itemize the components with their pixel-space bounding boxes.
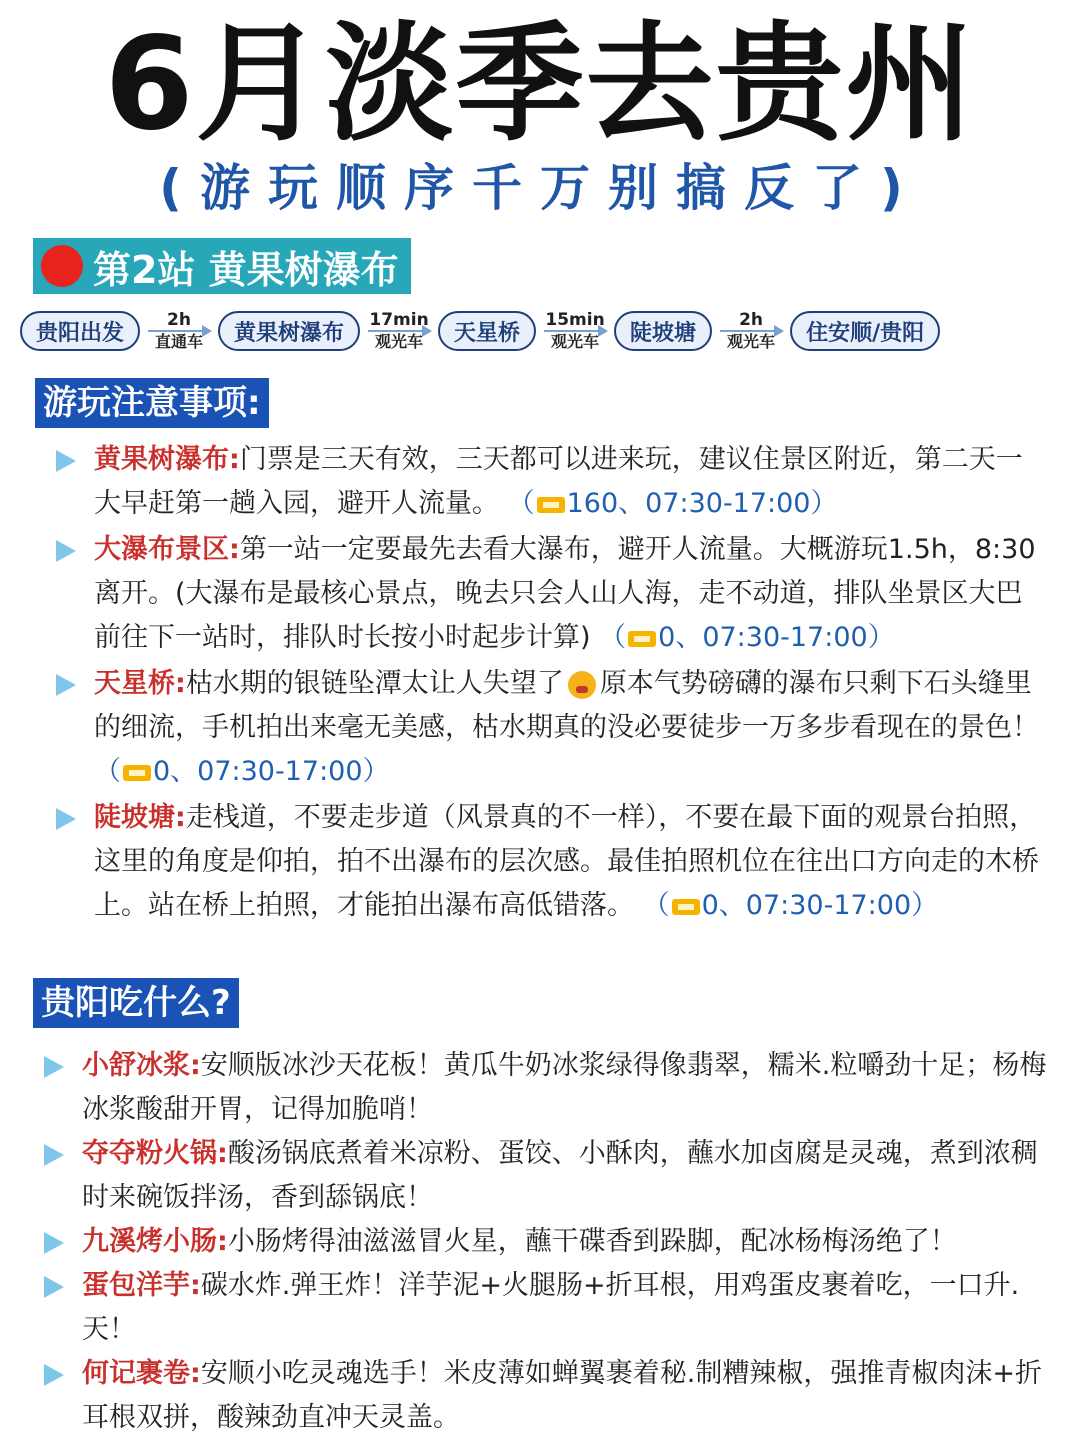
item-info: （ 160、07:30-17:00） (507, 488, 838, 519)
item-name: 大瀑布景区: (94, 534, 240, 565)
page-title: 6月淡季去贵州 (104, 10, 976, 159)
item-text: 酸汤锅底煮着米凉粉、蛋饺、小酥肉，蘸水加卤腐是灵魂，煮到浓稠时来碗饭拌汤，香到舔锅底！ (82, 1138, 1038, 1213)
list-item (0, 1352, 1080, 1440)
list-item (0, 528, 1080, 660)
triangle-bullet-icon (56, 808, 76, 830)
item-info: （ 0、07:30-17:00） (642, 890, 939, 921)
item-text: 门票是三天有效，三天都可以进来玩，建议住景区附近，第二天一大早赶第一趟入园，避开人流量。 (94, 444, 1023, 519)
triangle-bullet-icon (56, 540, 76, 562)
item-name: 蛋包洋芋: (82, 1270, 201, 1301)
item-text: 枯水期的银链坠潭太让人失望了 (185, 668, 564, 699)
ticket-info: 0、07:30-17:00 (701, 890, 912, 921)
food-heading: 贵阳吃什么? (33, 978, 239, 1028)
ticket-icon (672, 899, 700, 915)
route-stop-3: 天星桥 (438, 311, 536, 351)
notes-heading: 游玩注意事项: (35, 378, 269, 428)
route-stop-4: 陡坡塘 (614, 311, 712, 351)
item-text: 碳水炸.弹王炸！洋芋泥+火腿肠+折耳根，用鸡蛋皮裹着吃，一口升.天！ (82, 1270, 1020, 1345)
triangle-bullet-icon (44, 1144, 64, 1166)
route-connector-1 (144, 310, 214, 352)
notes-list (0, 438, 1080, 928)
triangle-bullet-icon (56, 674, 76, 696)
ticket-info: 0、07:30-17:00 (153, 756, 363, 787)
connector-time: 17min (369, 310, 429, 330)
connector-time: 2h (167, 310, 191, 330)
food-list (0, 1044, 1080, 1440)
list-item (0, 796, 1080, 928)
route-connector-3 (540, 310, 610, 352)
list-item (0, 1044, 1080, 1132)
item-name: 九溪烤小肠: (82, 1226, 228, 1257)
route-flow (20, 306, 1070, 356)
route-stop-1: 贵阳出发 (20, 311, 140, 351)
ticket-info: 160、07:30-17:00 (566, 488, 811, 519)
station-banner (33, 238, 411, 294)
item-info: （ 0、07:30-17:00） (599, 622, 895, 653)
arrow-right-icon (148, 330, 210, 332)
connector-mode: 观光车 (727, 332, 776, 351)
item-info: （ 0、07:30-17:00） (94, 756, 390, 787)
triangle-bullet-icon (44, 1364, 64, 1386)
connector-time: 15min (545, 310, 605, 330)
item-text: 安顺版冰沙天花板！黄瓜牛奶冰浆绿得像翡翠，糯米.粒嚼劲十足；杨梅冰浆酸甜开胃，记得加脆哨！ (82, 1050, 1047, 1125)
item-name: 天星桥: (94, 668, 186, 699)
triangle-bullet-icon (44, 1056, 64, 1078)
list-item (0, 1220, 1080, 1264)
route-stop-2: 黄果树瀑布 (218, 311, 360, 351)
item-text-2: 原本气势磅礴的瀑布只剩下石头缝里的细流，手机拍出来毫无美感，枯水期真的没必要徒步一万多步看现在的景色！ (94, 668, 1039, 743)
item-name: 小舒冰浆: (82, 1050, 201, 1081)
arrow-right-icon (720, 330, 782, 332)
item-name: 夺夺粉火锅: (82, 1138, 228, 1169)
red-dot-icon (41, 245, 83, 287)
connector-mode: 直通车 (155, 332, 204, 351)
list-item (0, 662, 1080, 794)
item-name: 何记裹卷: (82, 1358, 201, 1389)
page-subtitle: (游玩顺序千万别搞反了) (159, 159, 921, 217)
arrow-right-icon (544, 330, 606, 332)
route-stop-5: 住安顺/贵阳 (790, 311, 940, 351)
item-text: 小肠烤得油滋滋冒火星，蘸干碟香到跺脚，配冰杨梅汤绝了！ (227, 1226, 957, 1257)
route-connector-4 (716, 310, 786, 352)
triangle-bullet-icon (44, 1276, 64, 1298)
sad-face-icon (568, 671, 596, 699)
triangle-bullet-icon (44, 1232, 64, 1254)
triangle-bullet-icon (56, 450, 76, 472)
connector-mode: 观光车 (375, 332, 424, 351)
item-text: 安顺小吃灵魂选手！米皮薄如蝉翼裹着秘.制糟辣椒，强推青椒肉沫+折耳根双拼，酸辣劲直冲天灵盖。 (82, 1358, 1043, 1433)
item-name: 陡坡塘: (94, 802, 186, 833)
list-item (0, 1264, 1080, 1352)
ticket-icon (537, 497, 565, 513)
connector-time: 2h (739, 310, 764, 330)
route-connector-2 (364, 310, 434, 352)
ticket-info: 0、07:30-17:00 (658, 622, 868, 653)
arrow-right-icon (368, 330, 430, 332)
item-text: 第一站一定要最先去看大瀑布，避开人流量。大概游玩1.5h，8:30离开。(大瀑布是最核心景点，晚去只会人山人海，走不动道，排队坐景区大巴前往下一站时，排队时长按小时起步计算) (94, 534, 1036, 653)
list-item (0, 438, 1080, 526)
list-item (0, 1132, 1080, 1220)
station-label: 第2站 黄果树瀑布 (93, 247, 399, 292)
connector-mode: 观光车 (551, 332, 600, 351)
ticket-icon (628, 631, 656, 647)
ticket-icon (123, 765, 151, 781)
item-text: 走栈道，不要走步道（风景真的不一样），不要在最下面的观景台拍照，这里的角度是仰拍，拍不出瀑布的层次感。最佳拍照机位在往出口方向走的木桥上。站在桥上拍照，才能拍出瀑布高低错落。 (94, 802, 1039, 921)
item-name: 黄果树瀑布: (94, 444, 240, 475)
